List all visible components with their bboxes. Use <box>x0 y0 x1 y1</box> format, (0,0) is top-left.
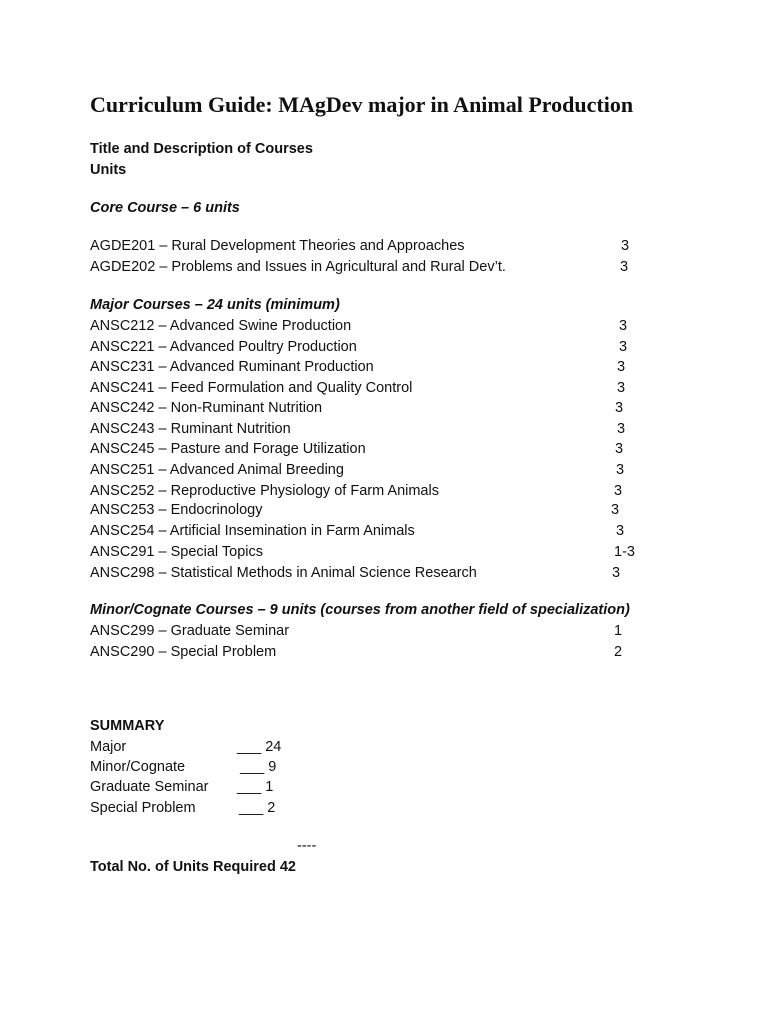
course-name: ANSC243 – Ruminant Nutrition <box>90 421 291 437</box>
minor-courses-heading: Minor/Cognate Courses – 9 units (courses from another field of specialization) <box>90 602 630 618</box>
course-name: ANSC242 – Non-Ruminant Nutrition <box>90 400 323 416</box>
course-units: 3 <box>611 502 620 518</box>
course-units: 3 <box>617 359 626 375</box>
course-name: ANSC241 – Feed Formulation and Quality Control <box>90 380 413 396</box>
course-units: 3 <box>612 565 621 581</box>
course-row <box>90 257 650 277</box>
course-row <box>90 542 650 562</box>
course-row <box>90 398 650 418</box>
summary-value: ___ 24 <box>237 739 282 755</box>
course-name: ANSC254 – Artificial Insemination in Farm Animals <box>90 523 415 539</box>
course-row <box>90 337 650 357</box>
course-row <box>90 642 650 662</box>
summary-label: Graduate Seminar <box>90 779 209 795</box>
course-units: 3 <box>614 483 623 499</box>
course-name: ANSC251 – Advanced Animal Breeding <box>90 462 344 478</box>
course-units: 3 <box>619 318 628 334</box>
course-units: 1-3 <box>614 544 635 560</box>
course-name: ANSC253 – Endocrinology <box>90 502 263 518</box>
course-units: 3 <box>617 380 626 396</box>
course-row <box>90 500 650 520</box>
course-row <box>90 316 650 336</box>
course-name: ANSC299 – Graduate Seminar <box>90 623 290 639</box>
course-row <box>90 481 650 501</box>
course-row <box>90 460 650 480</box>
course-row <box>90 419 650 439</box>
course-units: 1 <box>614 623 623 639</box>
course-units: 3 <box>621 238 630 254</box>
course-row <box>90 521 650 541</box>
course-row <box>90 236 650 256</box>
course-name: ANSC245 – Pasture and Forage Utilization <box>90 441 366 457</box>
summary-rule: ---- <box>297 838 317 854</box>
course-units: 3 <box>617 421 626 437</box>
course-name: ANSC298 – Statistical Methods in Animal Science Research <box>90 565 477 581</box>
course-units: 3 <box>616 523 625 539</box>
page-title: Curriculum Guide: MAgDev major in Animal Production <box>90 92 634 117</box>
course-units: 3 <box>619 339 628 355</box>
summary-value: ___ 9 <box>240 759 277 775</box>
course-row <box>90 439 650 459</box>
course-name: ANSC290 – Special Problem <box>90 644 277 660</box>
core-course-heading: Core Course – 6 units <box>90 200 240 216</box>
course-units: 3 <box>615 441 624 457</box>
summary-value: ___ 1 <box>237 779 274 795</box>
major-courses-heading: Major Courses – 24 units (minimum) <box>90 297 340 313</box>
course-units: 3 <box>615 400 624 416</box>
summary-label: Minor/Cognate <box>90 759 186 775</box>
course-row <box>90 357 650 377</box>
course-name: ANSC221 – Advanced Poultry Production <box>90 339 357 355</box>
course-name: ANSC212 – Advanced Swine Production <box>90 318 352 334</box>
course-row <box>90 621 650 641</box>
summary-label: Special Problem <box>90 800 196 816</box>
header-units: Units <box>90 162 127 178</box>
course-name: ANSC291 – Special Topics <box>90 544 264 560</box>
summary-label: Major <box>90 739 127 755</box>
total-units: Total No. of Units Required 42 <box>90 859 296 875</box>
header-title-description: Title and Description of Courses <box>90 141 313 157</box>
course-row <box>90 563 650 583</box>
course-units: 2 <box>614 644 623 660</box>
course-row <box>90 378 650 398</box>
course-name: ANSC252 – Reproductive Physiology of Farm Animals <box>90 483 439 499</box>
course-name: AGDE202 – Problems and Issues in Agricultural and Rural Dev’t. <box>90 259 506 275</box>
course-name: AGDE201 – Rural Development Theories and Approaches <box>90 238 465 254</box>
course-units: 3 <box>620 259 629 275</box>
summary-value: ___ 2 <box>239 800 276 816</box>
course-name: ANSC231 – Advanced Ruminant Production <box>90 359 374 375</box>
course-units: 3 <box>616 462 625 478</box>
summary-heading: SUMMARY <box>90 718 165 734</box>
